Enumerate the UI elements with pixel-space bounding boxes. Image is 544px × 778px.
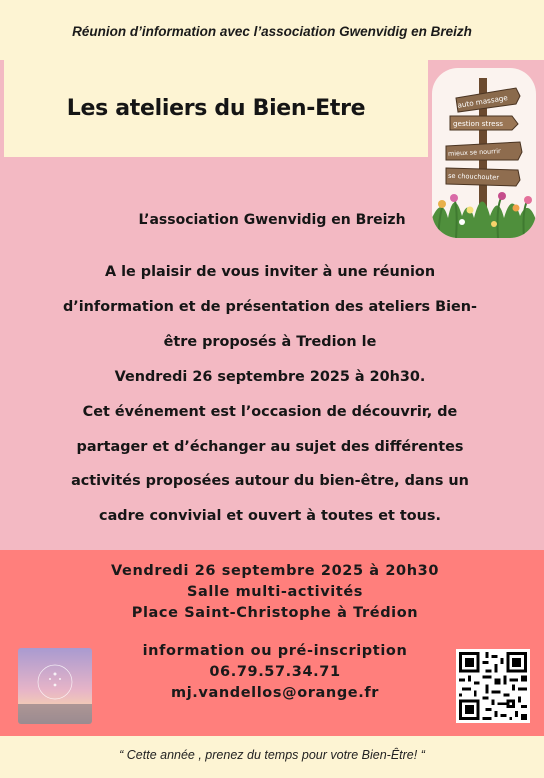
signpost-board-3 — [446, 142, 522, 160]
invitation-line: activités proposées autour du bien-être, dans un — [71, 473, 469, 490]
signpost-board-1 — [456, 88, 520, 112]
invitation-line: cadre convivial et ouvert à toutes et tous. — [99, 508, 441, 525]
top-banner — [0, 0, 544, 60]
contact-phone[interactable]: 06.79.57.34.71 — [209, 664, 341, 680]
invitation-line: A le plaisir de vous inviter à une réunion — [104, 264, 436, 280]
signpost-text-1: auto massage — [456, 93, 509, 110]
event-room: Salle multi-activités — [186, 584, 364, 600]
signpost-text-2: gestion stress — [453, 119, 504, 128]
footer — [0, 736, 544, 778]
page-title: Les ateliers du Bien-Etre — [66, 96, 366, 121]
invitation-text — [30, 255, 510, 534]
signpost-text-3: mieux se nourrir — [447, 147, 501, 158]
association-name: L’association Gwenvidig en Breizh — [138, 212, 406, 228]
title-box — [4, 60, 428, 157]
signpost-board-2 — [450, 116, 518, 130]
invitation-line: Vendredi 26 septembre 2025 à 20h30. — [114, 368, 426, 385]
event-date: Vendredi 26 septembre 2025 à 20h30 — [110, 563, 440, 579]
footer-quote: “ Cette année , prenez du temps pour votre Bien-Être! “ — [119, 748, 425, 762]
qr-code[interactable] — [456, 649, 530, 723]
event-details — [70, 561, 480, 624]
invitation-subtitle: Réunion d’information avec l’association Gwenvidig en Breizh — [72, 24, 472, 39]
contact-email[interactable]: mj.vandellos@orange.fr — [171, 685, 379, 701]
event-place: Place Saint-Christophe à Trédion — [131, 605, 419, 621]
contact-heading: information ou pré-inscription — [142, 643, 408, 659]
association-logo-photo — [18, 648, 92, 724]
invitation-line: Cet événement est l’occasion de découvrir, de — [82, 403, 458, 420]
contact-info — [70, 641, 480, 704]
invitation-line: être proposés à Tredion le — [163, 333, 377, 350]
signpost-board-4 — [446, 168, 520, 186]
invitation-line: partager et d’échanger au sujet des différentes — [76, 438, 464, 455]
signpost-text-4: se chouchouter — [447, 171, 500, 182]
invitation-line: d’information et de présentation des ateliers Bien- — [62, 298, 477, 315]
